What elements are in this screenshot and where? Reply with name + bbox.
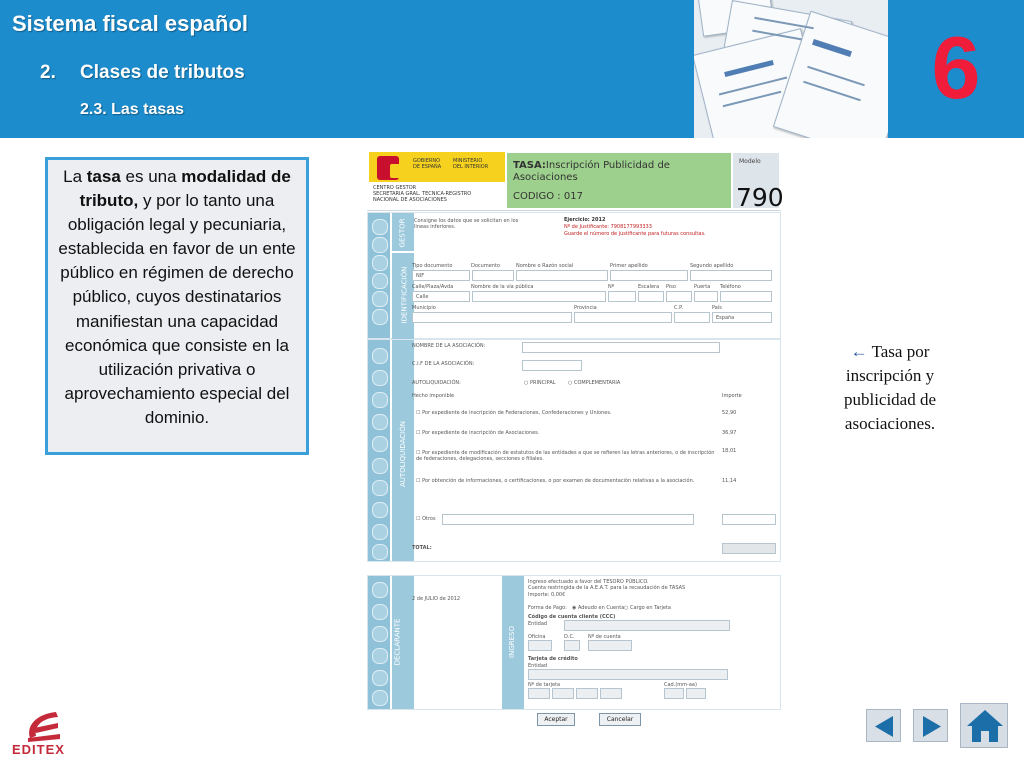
- header-band: [0, 0, 1024, 138]
- radio-complementaria[interactable]: ○ COMPLEMENTARIA: [568, 380, 621, 386]
- documento-input[interactable]: [472, 270, 514, 281]
- government-logo: [369, 152, 503, 208]
- caducidad-mm[interactable]: [664, 688, 684, 699]
- piso-input[interactable]: [666, 291, 692, 302]
- side-autoliquidacion: AUTOLIQUIDACIÓN: [399, 421, 407, 487]
- lbl-calle: Calle/Plaza/Avda: [412, 284, 454, 290]
- definition-text-part: tasa: [86, 167, 121, 186]
- municipio-input[interactable]: [412, 312, 572, 323]
- radio-principal[interactable]: ○ PRINCIPAL: [524, 380, 556, 386]
- fecha: 2 de JULIO de 2012: [412, 596, 461, 602]
- lbl-autoliq: AUTOLIQUIDACIÓN:: [412, 380, 461, 386]
- lbl-entidad2: Entidad: [528, 663, 548, 669]
- item-checkbox-3[interactable]: ☐ Por expediente de modificación de estatutos de las entidades a que se refieren las letras anteriores, o de inscripción de federaciones, delegaciones, secciones o filiales.: [416, 450, 715, 462]
- importe-eur: Importe: 0,00€: [528, 592, 566, 598]
- side-gestor: GESTOR: [398, 218, 407, 248]
- provincia-input[interactable]: [574, 312, 672, 323]
- left-triangle-icon: [867, 710, 902, 743]
- lbl-total: TOTAL:: [412, 545, 432, 551]
- editex-wordmark: EDITEX: [12, 742, 65, 757]
- lbl-provincia: Provincia: [574, 305, 597, 311]
- page-title: Sistema fiscal español: [12, 11, 248, 36]
- lbl-importe: Importe: [722, 393, 742, 399]
- escalera-input[interactable]: [638, 291, 664, 302]
- tarjeta-input-4[interactable]: [600, 688, 622, 699]
- tipo-doc-select[interactable]: NIF: [412, 270, 470, 281]
- entidad-tarjeta-select[interactable]: [528, 669, 728, 680]
- modelo-box: [733, 153, 784, 212]
- side-declarante: DECLARANTE: [393, 618, 402, 666]
- item-amount-4: 11,14: [722, 478, 737, 484]
- item-amount-3: 18,01: [722, 448, 737, 454]
- definition-text-part: La: [63, 167, 87, 186]
- codigo: CODIGO : 017: [513, 191, 583, 202]
- modelo-number: 790: [736, 183, 784, 212]
- via-input[interactable]: [472, 291, 606, 302]
- modelo-label: Modelo: [739, 158, 761, 165]
- tax-form-image: [367, 150, 784, 730]
- next-slide-button[interactable]: [913, 709, 948, 742]
- caducidad-aa[interactable]: [686, 688, 706, 699]
- editex-logo-icon: [12, 708, 76, 742]
- right-triangle-icon: [914, 710, 949, 743]
- left-arrow-icon: ←: [850, 342, 868, 361]
- cuenta-input[interactable]: [588, 640, 632, 651]
- radio-cargo[interactable]: ○ Cargo en Tarjeta: [624, 605, 671, 611]
- identification-section: [367, 212, 781, 339]
- home-icon: [961, 704, 1009, 749]
- definition-panel: [45, 157, 309, 455]
- lbl-tipo: Tipo documento: [412, 263, 453, 269]
- lbl-num: Nº: [608, 284, 615, 290]
- nombre-asoc-input[interactable]: [522, 342, 720, 353]
- apellido1-input[interactable]: [610, 270, 688, 281]
- otros-amount-input[interactable]: [722, 514, 776, 525]
- lbl-forma-pago: Forma de Pago:: [528, 605, 567, 611]
- pais-input[interactable]: España: [712, 312, 772, 323]
- lbl-piso: Piso: [666, 284, 676, 290]
- lbl-municipio: Municipio: [412, 305, 436, 311]
- side-ingreso: INGRESO: [507, 626, 516, 658]
- definition-text-part: es una: [120, 167, 182, 186]
- chapter-box: [888, 0, 1024, 138]
- centro-gestor: CENTRO GESTOR SECRETARIA GRAL. TECNICA-REGISTRO NACIONAL DE ASOCIACIONES: [373, 185, 472, 203]
- aceptar-button[interactable]: Aceptar: [537, 713, 575, 726]
- cancelar-button[interactable]: Cancelar: [599, 713, 641, 726]
- cif-asoc-input[interactable]: [522, 360, 582, 371]
- previous-slide-button[interactable]: [866, 709, 901, 742]
- radio-adeudo[interactable]: ◉ Adeudo en Cuenta: [572, 605, 625, 611]
- ejercicio: Ejercicio: 2012: [564, 217, 606, 223]
- telefono-input[interactable]: [720, 291, 772, 302]
- nombre-input[interactable]: [516, 270, 608, 281]
- cp-input[interactable]: [674, 312, 710, 323]
- otros-checkbox[interactable]: ☐ Otros: [416, 516, 436, 522]
- lbl-nombre: Nombre o Razón social: [516, 263, 574, 269]
- subsection-heading: 2.3. Las tasas: [80, 101, 185, 118]
- payment-section: [367, 575, 781, 710]
- dc-input[interactable]: [564, 640, 580, 651]
- apellido2-input[interactable]: [690, 270, 772, 281]
- form-caption: [822, 340, 958, 436]
- section-title: Clases de tributos: [80, 62, 245, 83]
- tarjeta-input-2[interactable]: [552, 688, 574, 699]
- lbl-cp: C.P.: [674, 305, 683, 311]
- section-heading: [40, 62, 245, 84]
- ingreso-line1: Ingreso efectuado a favor del TESORO PÚBLICO.: [528, 579, 649, 585]
- lbl-pais: País: [712, 305, 722, 311]
- forms-photo: [694, 0, 888, 138]
- calle-select[interactable]: Calle: [412, 291, 470, 302]
- gov-label: GOBIERNO DE ESPAÑA: [413, 158, 442, 170]
- entidad-select[interactable]: [564, 620, 730, 631]
- tasa-banner: [507, 153, 731, 208]
- coat-of-arms-icon: [377, 156, 399, 180]
- item-checkbox-4[interactable]: ☐ Por obtención de informaciones, o certificaciones, o por examen de documentación relativas a la asociación.: [416, 478, 695, 484]
- lbl-oficina: Oficina: [528, 634, 546, 640]
- lbl-entidad: Entidad: [528, 621, 548, 627]
- justificante-note: Guarde el número de justificante para futuras consultas.: [564, 231, 706, 237]
- lbl-num-tarjeta: Nº de tarjeta: [528, 682, 561, 688]
- lbl-nombre-asoc: NOMBRE DE LA ASOCIACIÓN:: [412, 343, 486, 349]
- lbl-telefono: Teléfono: [720, 284, 741, 290]
- lbl-hecho: Hecho imponible: [412, 393, 455, 399]
- definition-text-part: modalidad de tributo,: [79, 167, 291, 211]
- section-number: 2.: [40, 62, 56, 83]
- item-amount-1: 52,90: [722, 410, 737, 416]
- consigne-text: Consigne los datos que se solicitan en los lineas inferiores.: [414, 218, 519, 230]
- justificante: Nº de Justificante: 7908177993333: [564, 224, 652, 230]
- otros-input[interactable]: [442, 514, 694, 525]
- caption-text: Tasa por inscripción y publicidad de asociaciones.: [843, 342, 937, 433]
- item-checkbox-2[interactable]: ☐ Por expediente de inscripción de Asociaciones.: [416, 430, 540, 436]
- lbl-apellido1: Primer apellido: [610, 263, 648, 269]
- lbl-ccc: Código de cuenta cliente (CCC): [528, 614, 616, 620]
- lbl-cif-asoc: C.I.F DE LA ASOCIACIÓN:: [412, 361, 475, 367]
- item-checkbox-1[interactable]: ☐ Por expediente de inscripción de Federaciones, Confederaciones y Uniones.: [416, 410, 612, 416]
- home-button[interactable]: [960, 703, 1008, 748]
- ministry-label: MINISTERIO DEL INTERIOR: [453, 158, 489, 170]
- lbl-tarjeta: Tarjeta de crédito: [528, 656, 578, 662]
- ingreso-line2: Cuenta restringida de la A.E.A.T. para la recaudación de TASAS: [528, 585, 686, 591]
- lbl-num-cuenta: Nº de cuenta: [588, 634, 621, 640]
- tasa-label: TASA:: [513, 160, 546, 171]
- chapter-number: 6: [931, 18, 981, 117]
- lbl-puerta: Puerta: [694, 284, 711, 290]
- lbl-documento: Documento: [471, 263, 500, 269]
- item-amount-2: 36,97: [722, 430, 737, 436]
- tarjeta-input-3[interactable]: [576, 688, 598, 699]
- tasa-name: Inscripción Publicidad de Asociaciones: [513, 160, 670, 183]
- lbl-escalera: Escalera: [638, 284, 660, 290]
- autoliquidacion-section: [367, 339, 781, 562]
- puerta-input[interactable]: [694, 291, 718, 302]
- lbl-via: Nombre de la vía pública: [471, 284, 534, 290]
- form-header: [367, 150, 784, 212]
- lbl-apellido2: Segundo apellido: [690, 263, 734, 269]
- num-input[interactable]: [608, 291, 636, 302]
- definition-text-part: y por lo tanto una obligación legal y pecuniaria, establecida en favor de un ente público en régimen de derecho público, cuyos destinatarios manifiestan una capacidad económica que consiste en la utilización privativa o aprovechamiento especial del dominio.: [58, 191, 296, 427]
- total-value: [722, 543, 776, 554]
- lbl-dc: D.C.: [564, 634, 575, 640]
- tarjeta-input-1[interactable]: [528, 688, 550, 699]
- side-identificacion: IDENTIFICACIÓN: [400, 266, 409, 324]
- lbl-caducidad: Cad.(mm-aa): [664, 682, 697, 688]
- oficina-input[interactable]: [528, 640, 552, 651]
